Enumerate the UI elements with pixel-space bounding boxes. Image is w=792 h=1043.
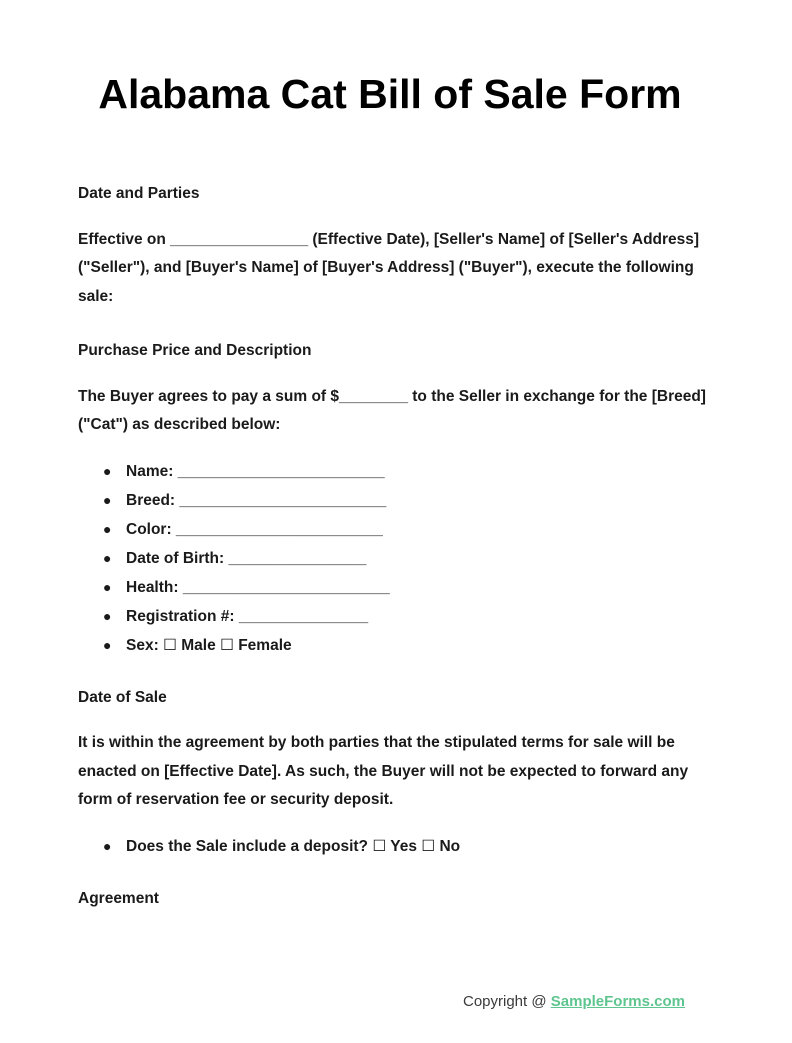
brand-link[interactable]: SampleForms.com	[550, 993, 685, 1010]
list-item	[78, 573, 708, 602]
cat-details-list	[78, 457, 708, 660]
page-title: Alabama Cat Bill of Sale Form	[98, 71, 682, 117]
section-heading-date-of-sale: Date of Sale	[78, 688, 167, 706]
list-item	[78, 631, 708, 660]
list-item	[78, 515, 708, 544]
list-item	[78, 544, 708, 573]
list-item	[78, 602, 708, 631]
list-item-text: Name: ________________________	[126, 462, 385, 480]
bullet-icon: ●	[103, 578, 112, 595]
bullet-icon: ●	[103, 636, 112, 653]
section-heading-purchase: Purchase Price and Description	[78, 342, 312, 359]
bullet-icon: ●	[103, 491, 112, 508]
list-item	[78, 486, 708, 515]
list-item-text: Date of Birth: ________________	[126, 549, 367, 567]
footer-copyright	[463, 992, 685, 1012]
document-body	[78, 180, 708, 913]
bullet-icon: ●	[103, 549, 112, 566]
list-item-text: Breed: ________________________	[126, 491, 387, 509]
list-item-text: Health: ________________________	[126, 578, 390, 596]
bullet-icon: ●	[103, 607, 112, 624]
paragraph-purchase: The Buyer agrees to pay a sum of $________ to the Seller in exchange for the [Breed] ("Cat") as described below:	[78, 387, 706, 433]
section-heading-agreement: Agreement	[78, 889, 159, 907]
bullet-icon: ●	[103, 837, 112, 854]
deposit-list	[78, 832, 708, 861]
list-item-text: Sex: ☐ Male ☐ Female	[126, 636, 292, 654]
list-item-text: Registration #: _______________	[126, 607, 369, 625]
bullet-icon: ●	[103, 462, 112, 479]
list-item-text: Color: ________________________	[126, 520, 383, 538]
list-item	[78, 832, 708, 861]
copyright-text: Copyright @	[463, 993, 551, 1010]
section-heading-date-parties: Date and Parties	[78, 185, 200, 202]
bullet-icon: ●	[103, 520, 112, 537]
paragraph-date-of-sale: It is within the agreement by both parties that the stipulated terms for sale will be enacted on [Effective Date]. As such, the Buyer will not be expected to forward any form of reservation fee or security deposit.	[78, 734, 689, 808]
paragraph-date-parties: Effective on ________________ (Effective Date), [Seller's Name] of [Seller's Address] ("Seller"), and [Buyer's Name] of [Buyer's Address] ("Buyer"), execute the following sale:	[78, 230, 700, 305]
list-item	[78, 457, 708, 486]
list-item-text: Does the Sale include a deposit? ☐ Yes ☐ No	[126, 837, 461, 855]
